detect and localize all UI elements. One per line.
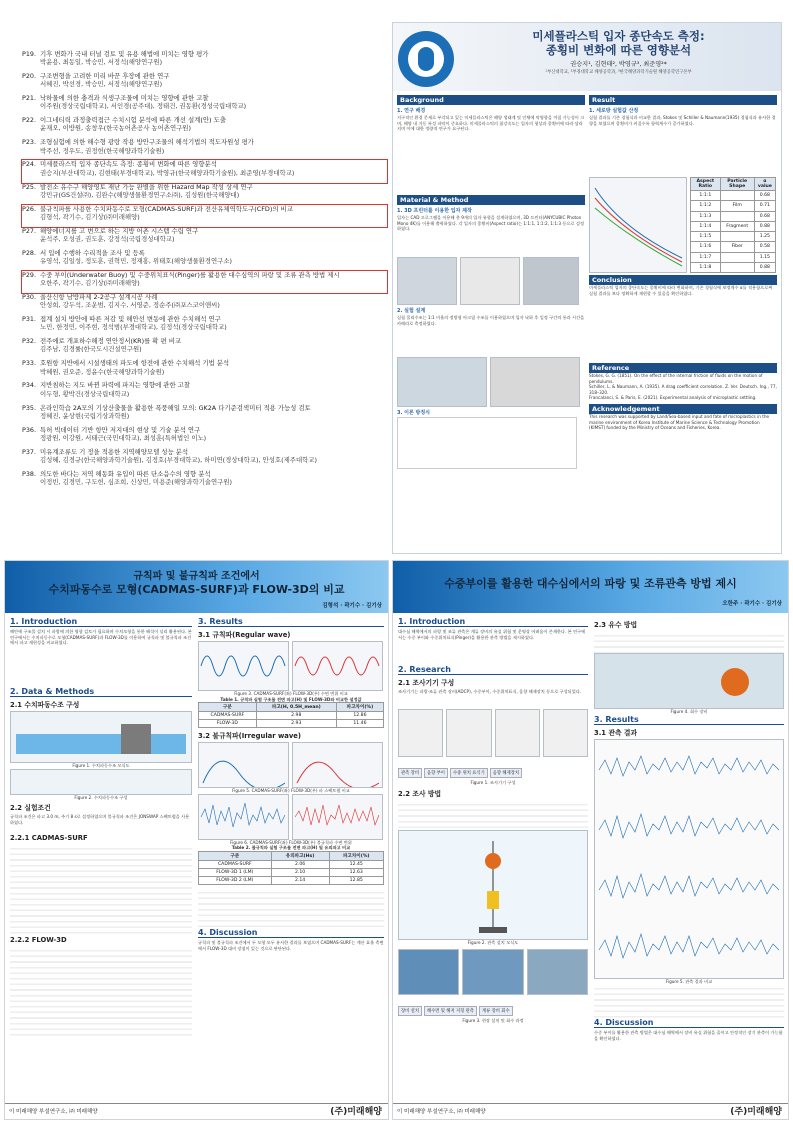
table-cell: 2.93 xyxy=(256,720,336,728)
field-photo xyxy=(527,949,588,995)
item-number: P21. xyxy=(22,94,37,103)
table-cell: 2.98 xyxy=(256,712,336,720)
setup-image xyxy=(397,357,487,407)
table-row xyxy=(199,720,384,728)
spectrum-plot xyxy=(198,742,289,788)
body-text-block xyxy=(594,984,784,1018)
poster-title: 규칙파 및 불규칙파 조건에서 xyxy=(133,571,260,582)
right-column xyxy=(594,617,784,1041)
table-cell: 2.06 xyxy=(271,860,329,868)
item-number: P30. xyxy=(22,293,37,302)
table-header: Aspect Ratio xyxy=(691,178,721,191)
company-brand: (주)미래해양 xyxy=(730,1107,782,1117)
table-cell: FLOW-3D 1 (LM) xyxy=(199,868,272,876)
item-number: P26. xyxy=(22,204,37,213)
ack-text: This research was supported by Land/Sea-based input and fate of microplastics in the marine environment of Korea Institute of Marine Science & Technology Promotion (KIMST) funded by the Ministry of Oceans and Fisheries, Korea. xyxy=(589,413,770,431)
body-text: 실험 결과를 기존 경험식과 비교한 결과, Stokes 및 Schiller & Naumann(1935) 경험식과 유사한 경향을 보였으며 종횡비가 커질수록 항력계수가 증가하였다. xyxy=(589,115,776,126)
label-chip: 관측 장비 xyxy=(398,768,422,778)
table-cell: 1:1:2 xyxy=(691,201,721,211)
item-number: P35. xyxy=(22,403,37,412)
table-cell: 12.63 xyxy=(329,868,384,876)
poster-header xyxy=(5,561,388,613)
item-number: P22. xyxy=(22,116,37,125)
table-cell: 1:1:3 xyxy=(691,211,721,221)
list-item xyxy=(22,359,387,381)
item-title: 기후 변화가 국내 터널 검토 및 유용 해법에 미치는 영향 평가 xyxy=(40,50,209,58)
body-text-block xyxy=(10,946,192,1036)
section-title: 1. Introduction xyxy=(10,617,192,627)
table-cell: Film xyxy=(720,201,754,211)
item-authors: 서혜진, 박선경, 박승민, 서정석(해양연구원) xyxy=(40,80,163,89)
table-header: α value xyxy=(754,178,775,191)
section-title: 4. Discussion xyxy=(594,1018,784,1028)
table-header: 유의파고(Hs) xyxy=(271,851,329,860)
body-text: 수중 부이를 활용한 관측 방법은 대수심 해역에서 장비 유실 위험을 줄이고 안정적인 장기 관측이 가능함을 확인하였다. xyxy=(594,1030,783,1041)
body-text-block xyxy=(198,888,384,928)
field-photo xyxy=(398,949,459,995)
item-authors: 김성혜, 김경규(한국해양과학기술원), 김정호(부경대학교), 하미연(경상대학교), 안성호(제주대학교) xyxy=(40,455,317,464)
table-header: 파고차이(%) xyxy=(329,851,384,860)
item-title: 서 입에 수행하 수리적을 조사 및 등록 xyxy=(40,248,145,257)
poster-footer: 이 미래해양 부설연구소, ㈜ 미래해양 (주)미래해양 xyxy=(5,1103,388,1119)
section-title: 4. Discussion xyxy=(198,928,384,938)
table-cell: 2.14 xyxy=(271,876,329,884)
item-title: 불규칙파를 사용한 수치파동수로 모형(CADMAS-SURF)과 전산유체역학도구(CFD)의 비교 xyxy=(40,204,293,213)
item-title: 낙하물에 의한 충격과 식생구조물에 미치는 영향에 관한 고찰 xyxy=(40,94,209,103)
list-item xyxy=(22,160,387,182)
figure-row xyxy=(397,257,585,305)
body-text: 조사기기는 파랑·조류 관측 장비(ADCP), 수중부이, 수중위치표식, 음향 해제장치 등으로 구성되었다. xyxy=(398,689,582,694)
drag-curve-plot xyxy=(589,177,687,273)
tank-image xyxy=(460,257,520,305)
table-header: 구분 xyxy=(199,703,257,712)
body-text: 미세플라스틱 입자의 종단속도는 종횡비에 따라 변화하며, 기존 경험식에 보정계수 α를 적용함으로써 실험 결과를 보다 정확하게 재현할 수 있음을 확인하였다. xyxy=(589,285,773,296)
flume-setup-diagram xyxy=(10,769,192,795)
irregular-wave-table xyxy=(198,851,384,885)
table-header: 파고차이(%) xyxy=(336,703,383,712)
table-cell: 1:1:8 xyxy=(691,262,721,272)
table-row xyxy=(691,242,776,252)
printed-particles-image xyxy=(397,257,457,305)
reference-item: Schiller, L. & Naumann, A. (1935). A drag coefficient correlation. Z. Ver. Deutsch. Ing., 77, 318–320. xyxy=(589,384,777,395)
apparatus-image xyxy=(523,257,579,305)
poster-title: 수치파동수로 모형(CADMAS-SURF)과 FLOW-3D의 비교 xyxy=(48,583,345,596)
regular-wave-table xyxy=(198,702,384,728)
item-authors: 윤재오, 이방원, 송창우(한국농어촌공사 농어촌연구원) xyxy=(40,124,191,133)
table-cell: 12.85 xyxy=(329,876,384,884)
equations-box xyxy=(397,417,577,469)
figure-row xyxy=(397,357,585,407)
university-logo-icon xyxy=(398,31,454,87)
table-header: 구분 xyxy=(199,851,272,860)
subheading: 1. 세로방 실험값 산정 xyxy=(589,108,639,114)
item-authors: 안성희, 강두석, 조운범, 김지수, 서영준, 정순주(㈜포스코이앤씨) xyxy=(40,301,220,310)
item-authors: 윤석주, 오성권, 권도훈, 강정석(국립경성대학교) xyxy=(40,234,175,243)
section-title: 2. Research xyxy=(398,665,588,675)
item-number: P27. xyxy=(22,226,37,235)
background-heading: Background xyxy=(397,95,585,105)
table-row xyxy=(691,191,776,201)
poster-authors: 김형석 · 곽기수 · 김기상 xyxy=(322,603,382,609)
table-cell: 1:1:1 xyxy=(691,191,721,201)
item-authors: 이정빈, 김경민, 구도헌, 심조희, 신상민, 미용준(해양과학기술연구원) xyxy=(40,477,232,486)
label-chip: 수중 위치 표식기 xyxy=(450,768,488,778)
irregular-wave-plot xyxy=(198,794,289,840)
label-chip: 음향 부이 xyxy=(424,768,448,778)
table-row xyxy=(691,232,776,242)
table-cell: 0.88 xyxy=(754,262,775,272)
item-authors: 김형석, 곽기수, 김기상(㈜미래해양) xyxy=(40,212,140,221)
table-row xyxy=(691,252,776,262)
item-number: P29. xyxy=(22,270,37,279)
item-authors: 김주남, 김경률(한국도시건설연구원) xyxy=(40,345,142,354)
item-number: P37. xyxy=(22,447,37,456)
item-authors: 정혜진, 윤상현(국립기상과학원) xyxy=(40,411,130,420)
table-cell: 2.10 xyxy=(271,868,329,876)
item-number: P36. xyxy=(22,425,37,434)
poster-title: 미세플라스틱 입자 종단속도 측정: 종횡비 변화에 따른 영향분석 xyxy=(532,29,705,57)
method-heading: Material & Method xyxy=(397,195,585,205)
subsection-title: 3.1 규칙파(Regular wave) xyxy=(198,631,291,639)
table-cell: 11.46 xyxy=(336,720,383,728)
figure-row xyxy=(198,742,384,788)
table-cell: 0.71 xyxy=(754,201,775,211)
table-header: 파고(H, 0.5H_mean) xyxy=(256,703,336,712)
table-cell xyxy=(720,252,754,262)
figure-caption: Figure 4. 회수 장비 xyxy=(670,709,708,714)
label-chip: 해수면 및 해저 지형 관측 xyxy=(424,1006,477,1016)
subheading: 1. 연구 배경 xyxy=(397,108,426,114)
table-cell: CADMAS-SURF xyxy=(199,860,272,868)
table-cell: 1:1:6 xyxy=(691,242,721,252)
item-authors: 유영석, 김일성, 정도훈, 권혁민, 정재홍, 위태호(해양생물환경연구소) xyxy=(40,257,232,266)
item-title: 지반침하는 지도 바뀐 파력에 파지는 영향에 관한 고찰 xyxy=(40,381,191,390)
regular-wave-plot xyxy=(198,641,289,691)
table-cell xyxy=(720,191,754,201)
table-cell: 12.86 xyxy=(336,712,383,720)
table-cell: FLOW-3D xyxy=(199,720,257,728)
release-image xyxy=(543,709,588,757)
item-number: P32. xyxy=(22,337,37,346)
list-item xyxy=(22,293,387,315)
ack-heading: Acknowledgement xyxy=(589,404,777,414)
label-chip: 장비 설치 xyxy=(398,1006,422,1016)
list-item xyxy=(22,205,387,227)
reference-heading: Reference xyxy=(589,363,777,373)
item-number: P25. xyxy=(22,182,37,191)
item-title: 발전소 유수구 해양영토 재난 가능 판별을 위한 Hazard Map 작성 상세 연구 xyxy=(40,182,253,191)
item-authors: 박주선, 정우도, 권정헌(한국해양과학기술원) xyxy=(40,146,165,155)
equipment-row xyxy=(398,709,588,757)
conclusion-heading: Conclusion xyxy=(589,275,777,285)
figure-caption: Figure 5. 관측 결과 비교 xyxy=(665,978,713,984)
item-title: 이그네티릭 과정출력접근 수치시험 분석에 따른 개선 설계(안) 도출 xyxy=(40,116,226,125)
table-cell: 0.88 xyxy=(754,221,775,231)
reference-item: Francalanci, S. & Paris, E. (2021). Experimental analysis of microplastic settling. xyxy=(589,395,757,401)
item-title: 조형실험에 의한 해수형 광랑 작용 방안구조물의 해석기법의 적도자원성 평가 xyxy=(40,138,254,147)
table-row xyxy=(199,876,384,884)
buoy-image xyxy=(446,709,491,757)
poster-header xyxy=(393,561,788,613)
camera-image xyxy=(490,357,580,407)
poster-header xyxy=(393,23,781,91)
subsection-title: 2.2.1 CADMAS-SURF xyxy=(10,834,88,843)
body-text-block xyxy=(398,800,588,830)
item-authors: 오한주, 곽기수, 김기상(㈜미래해양) xyxy=(40,279,140,288)
body-text: 실험 물리수조는 1:1 비율의 정방형 아크릴 수조를 이용하였으며 입자 낙하 후 일정 구간의 통과 시간을 카메라로 측정하였다. xyxy=(397,315,585,326)
item-number: P20. xyxy=(22,72,37,81)
item-title: 구조변형을 고려한 미리 바꾼 후장에 관한 연구 xyxy=(40,72,170,81)
item-title: 수중 부이(Underwater Buoy) 및 수중위치표식(Pinger)를 활용한 대수심역의 파랑 및 조류 관측 방법 제시 xyxy=(40,270,340,279)
left-column xyxy=(397,95,585,469)
pinger-image xyxy=(495,709,540,757)
poster-authors: 권승지¹, 김현태², 박영규³, 최준영²* xyxy=(570,61,667,68)
table-row xyxy=(199,868,384,876)
field-photos xyxy=(398,949,588,995)
subheading: 1. 3D 프린터를 이용한 입자 제작 xyxy=(397,208,472,214)
poster-affiliation: ¹부산대학교, ²부경대학교 해양공학과, ³한국해양과학기술원 해양공학연구본부 xyxy=(545,70,692,75)
company-brand: (주)미래해양 xyxy=(330,1107,382,1117)
subsection-title: 3.1 관측 결과 xyxy=(594,728,638,737)
item-title: 울산신항 남방파제 2-2공구 설계시공 사례 xyxy=(40,293,158,302)
item-authors: 정광원, 이강원, 서태근(국민대학교), 최성훈(특허법인 이노) xyxy=(40,433,207,442)
table-cell: Fragment xyxy=(720,221,754,231)
equipment-labels xyxy=(398,759,588,778)
reference-item: Stokes, G. G. (1851). On the effect of the internal friction of fluids on the motion of pendulums. xyxy=(589,373,763,384)
table-cell: 1.25 xyxy=(754,232,775,242)
list-item xyxy=(22,138,387,160)
list-item xyxy=(22,271,387,293)
table-cell: FLOW-3D 2 (LM) xyxy=(199,876,272,884)
right-column xyxy=(589,95,777,431)
table-cell: 1:1:7 xyxy=(691,252,721,262)
table-cell: 1.15 xyxy=(754,252,775,262)
item-number: P28. xyxy=(22,248,37,257)
alpha-table xyxy=(690,177,776,273)
table-cell: 0.58 xyxy=(754,242,775,252)
table-cell: 1:1:5 xyxy=(691,232,721,242)
body-text-block xyxy=(10,844,192,934)
item-title: 미세플라스틱 입자 종단속도 측정: 종횡비 변화에 따른 영향분석 xyxy=(40,160,217,169)
table-cell: CADMAS-SURF xyxy=(199,712,257,720)
subsection-title: 3.2 불규칙파(Irregular wave) xyxy=(198,732,301,741)
list-item xyxy=(22,72,387,94)
subsection-title: 2.3 유수 방법 xyxy=(594,621,638,629)
left-column xyxy=(398,617,588,1024)
subheading: 2. 실험 설계 xyxy=(397,308,426,314)
item-title: 전주에로 개포하수해정 연안정서(KR)를 확 편 비교 xyxy=(40,337,182,346)
table-caption: Table 2. 불규칙파 실험 구조물 전면 파고(H) 및 유의파고 비교 xyxy=(231,845,351,851)
list-item xyxy=(22,404,387,426)
list-item xyxy=(22,116,387,138)
table-cell: 0.68 xyxy=(754,191,775,201)
subsection-title: 2.2 실험조건 xyxy=(10,804,51,813)
figure-caption: Figure 5. CADMAS-SURF(좌) FLOW-3D(우) 파 스펙트럼 비교 xyxy=(232,788,350,794)
item-number: P24. xyxy=(22,160,37,169)
list-item xyxy=(22,249,387,271)
list-item xyxy=(22,426,387,448)
poster-buoy xyxy=(392,560,789,1120)
label-chip: 계류 장비 회수 xyxy=(479,1006,513,1016)
subheading: 3. 이론 방정식 xyxy=(397,410,431,416)
table-row xyxy=(691,221,776,231)
figure-row xyxy=(198,641,384,691)
figure-caption: Figure 2. 관측 설치 모식도 xyxy=(467,939,519,945)
item-number: P33. xyxy=(22,359,37,368)
figure-caption: Figure 3. CADMAS-SURF(좌) FLOW-3D(우) 수면 변위 비교 xyxy=(234,691,348,696)
item-authors: 박혜원, 권오준, 정윤수(한국해양과학기술원) xyxy=(40,367,165,376)
table-header: Particle Shape xyxy=(720,178,754,191)
recovery-photo xyxy=(594,653,784,709)
item-authors: 이주원(경상국립대학교), 서인경(공주대), 정태건, 권동환(경성국립대학교) xyxy=(40,102,247,111)
mooring-diagram xyxy=(398,830,588,940)
regular-wave-plot xyxy=(292,641,383,691)
figure-caption: Figure 1. 조사기기 구성 xyxy=(470,780,516,785)
subsection-title: 2.1 수치파동수조 구성 xyxy=(10,701,80,709)
item-authors: 박윤용, 최동일, 박승민, 서정석(해양연구원) xyxy=(40,58,163,67)
equipment-image xyxy=(398,709,443,757)
subsection-title: 2.2 조사 방법 xyxy=(398,789,442,798)
label-chip: 음향 해제장치 xyxy=(490,768,522,778)
table-row xyxy=(199,860,384,868)
item-title: 미유계조류도 기 정을 적용한 지역해양모델 성능 분석 xyxy=(40,447,189,456)
list-item xyxy=(22,183,387,205)
field-photo xyxy=(462,949,523,995)
body-text: 지구적인 환경 문제로 부각되고 있는 미세플라스틱은 해양 생태계 및 인체에 악영향을 끼칠 가능성이 크며, 해양 내 거동 특성 파악이 중요하다. 미세플라스틱의 침강속도는 입자의 형상과 종횡비에 따라 달라지며 이에 대한 정량적 연구가 요구된다. xyxy=(397,115,585,132)
figure-caption: Figure 3. 현장 설치 및 회수 과정 xyxy=(462,1018,524,1024)
table-cell: 0.68 xyxy=(754,211,775,221)
section-title: 3. Results xyxy=(594,715,784,725)
spectrum-plot xyxy=(292,742,383,788)
list-item xyxy=(22,448,387,470)
flume-diagram xyxy=(10,711,192,763)
section-title: 1. Introduction xyxy=(398,617,588,627)
list-item xyxy=(22,227,387,249)
item-authors: 강민규(GS건설㈜), 김완수(해양생물환경연구소㈜), 김성원(한국해양대) xyxy=(40,190,240,199)
table-cell: 1:1:4 xyxy=(691,221,721,231)
body-text-block xyxy=(594,631,784,653)
figure-row xyxy=(198,794,384,840)
item-number: P34. xyxy=(22,381,37,390)
section-title: 3. Results xyxy=(198,617,384,627)
figure-caption: Figure 1. 수치파동수조 모식도 xyxy=(72,763,130,768)
figure-caption: Figure 6. CADMAS-SURF(좌) FLOW-3D(우) 불규칙파 수면 변위 xyxy=(230,839,352,845)
observation-time-series xyxy=(594,739,784,979)
list-item xyxy=(22,94,387,116)
poster-cadmas xyxy=(4,560,389,1120)
table-row xyxy=(691,211,776,221)
irregular-wave-plot xyxy=(292,794,383,840)
item-number: P23. xyxy=(22,138,37,147)
item-title: 해양에너지를 고 변으로 하는 지방 어촌 시스템 수립 연구 xyxy=(40,226,199,235)
table-caption: Table 1. 규칙파 실험 구조물 전면 파고(H) 및 FLOW-3D와 비교한 설정값 xyxy=(220,696,362,702)
result-heading: Result xyxy=(589,95,777,105)
subsection-title: 2.2.2 FLOW-3D xyxy=(10,936,67,945)
table-cell xyxy=(720,211,754,221)
left-column xyxy=(10,617,192,1036)
poster-authors: 오한주 · 곽기수 · 김기상 xyxy=(722,601,782,607)
item-number: P19. xyxy=(22,50,37,58)
item-title: 접계 설치 방안에 따른 저감 및 해안선 변동에 관한 수치해석 연구 xyxy=(40,315,221,324)
body-text: 규칙파 조건은 파고 3.0 m, 주기 8 s로 설정하였으며 불규칙파 조건은 JONSWAP 스펙트럼을 사용하였다. xyxy=(10,814,190,825)
item-authors: 노민, 한정민, 이주현, 정석범(부경대학교), 김정석(경상국립대학교) xyxy=(40,323,227,332)
result-figures xyxy=(589,177,777,273)
body-text: 해안에 구조물 설치 시 파랑에 의한 영향 검토가 필요하며 수치모형을 통한 해석이 널리 활용된다. 본 연구에서는 수치파동수로 모형(CADMAS-SURF)과 FLOW-3D를 이용하여 규칙파 및 불규칙파 조건에서 파고 재현성을 비교하였다. xyxy=(10,629,192,646)
list-item xyxy=(22,50,387,72)
item-number: P38. xyxy=(22,469,37,478)
table-cell xyxy=(720,262,754,272)
body-text: 대수심 해역에서의 파랑 및 조류 관측은 계류 장비의 유실 위험 및 운영상 어려움이 존재한다. 본 연구에서는 수중 부이와 수중위치표식(Pinger)을 활용한 관측 방법을 제시하였다. xyxy=(398,629,586,640)
item-authors: 권승지(부산대학교), 김현태(부경대학교), 박영규(한국해양과학기술원), 최준영(부경대학교) xyxy=(40,168,295,177)
poster-microplastic xyxy=(392,22,782,554)
table-row xyxy=(691,201,776,211)
body-text: 규칙파 및 불규칙파 조건에서 두 모형 모두 유사한 결과를 보였으며 CADMAS-SURF는 계산 효율 측면에서 FLOW-3D 대비 장점이 있는 것으로 판단된다. xyxy=(198,939,384,951)
item-title: 호원항 지반에서 시설생태의 파도에 항전에 관한 수치해석 기법 분석 xyxy=(40,359,230,368)
list-item xyxy=(22,315,387,337)
list-item xyxy=(22,337,387,359)
item-title: 온라인학습 2A모의 기상산출물을 활용한 폭풍해일 모의: GK2A 다기준검색미터 적용 가능성 검토 xyxy=(40,403,311,412)
process-labels xyxy=(398,997,588,1016)
poster-list xyxy=(22,50,387,492)
table-cell: 12.45 xyxy=(329,860,384,868)
table-cell: Fiber xyxy=(720,242,754,252)
body-text: 입자는 CAD 프로그램을 이용해 총 9개의 입자 유형을 설계하였으며, 3D 프린터(ANYCUBIC Photon Mono 4K)를 이용해 출력하였다. 각 입자의 종횡비(Aspect ratio)는 1:1:1, 1:1:2, 1:1:3 등으로 설정하였다. xyxy=(397,215,584,232)
section-title: 2. Data & Methods xyxy=(10,687,192,697)
list-item xyxy=(22,381,387,403)
poster-title: 수중부이를 활용한 대수심에서의 파랑 및 조류관측 방법 제시 xyxy=(444,577,737,590)
poster-footer: 이 미래해양 부설연구소, ㈜ 미래해양 (주)미래해양 xyxy=(393,1103,788,1119)
item-title: 의도한 바다는 저역 해동화 유입이 따른 단소음수의 영향 분석 xyxy=(40,469,211,478)
figure-caption: Figure 2. 수치파동수조 구성 xyxy=(74,794,128,800)
table-row xyxy=(691,262,776,272)
table-row xyxy=(199,712,384,720)
subsection-title: 2.1 조사기기 구성 xyxy=(398,679,455,687)
item-authors: 이두형, 황박건(경상국립대학교) xyxy=(40,389,130,398)
right-column xyxy=(198,617,384,951)
table-cell xyxy=(720,232,754,242)
item-number: P31. xyxy=(22,315,37,324)
list-item xyxy=(22,470,387,492)
item-title: 특허 빅데이터 기반 항만 저지대의 현상 및 기술 분석 연구 xyxy=(40,425,201,434)
